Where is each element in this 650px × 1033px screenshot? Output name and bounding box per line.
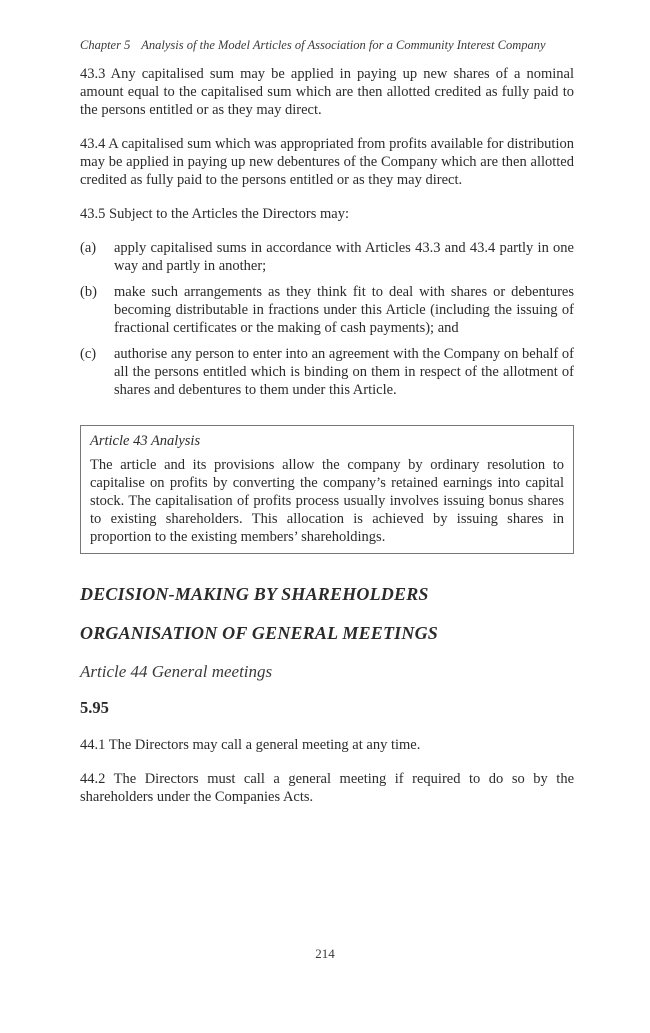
provision-list <box>80 239 574 399</box>
paragraph-44-1: 44.1 The Directors may call a general meeting at any time. <box>80 737 421 753</box>
page-content <box>80 38 574 822</box>
section-heading-organisation: ORGANISATION OF GENERAL MEETINGS <box>80 623 438 643</box>
list-text: apply capitalised sums in accordance with Articles 43.3 and 43.4 partly in one way and partly in another; <box>114 240 574 274</box>
paragraph-43-5: 43.5 Subject to the Articles the Directors may: <box>80 206 349 222</box>
analysis-body: The article and its provisions allow the company by ordinary resolution to capitalise on profits by converting the company’s retained earnings into capital stock. The capitalisation of profits process usually involves issuing bonus shares to existing shareholders. This allocation is achieved by issuing shares in proportion to the existing members’ shareholdings. <box>90 457 564 545</box>
paragraph-number: 5.95 <box>80 698 109 717</box>
list-marker: (c) <box>80 346 97 362</box>
analysis-box <box>80 425 574 554</box>
list-item <box>80 345 574 399</box>
chapter-label: Chapter 5 <box>80 38 131 52</box>
chapter-title: Analysis of the Model Articles of Association for a Community Interest Company <box>141 38 546 52</box>
list-marker: (b) <box>80 284 97 300</box>
list-text: authorise any person to enter into an agreement with the Company on behalf of all the persons entitled which is binding on them in respect of the allotment of shares and debentures to them under this Article. <box>114 346 574 398</box>
paragraph-43-3: 43.3 Any capitalised sum may be applied in paying up new shares of a nominal amount equal to the capitalised sum which are then allotted credited as fully paid to the persons entitled or as they may direct. <box>80 66 574 118</box>
section-heading-decision-making: DECISION-MAKING BY SHAREHOLDERS <box>80 584 429 604</box>
page-number: 214 <box>315 946 335 961</box>
article-heading: Article 44 General meetings <box>80 662 273 681</box>
analysis-title: Article 43 Analysis <box>90 433 201 449</box>
list-item <box>80 239 574 275</box>
paragraph-44-2: 44.2 The Directors must call a general meeting if required to do so by the shareholders under the Companies Acts. <box>80 771 574 805</box>
list-marker: (a) <box>80 240 97 256</box>
list-text: make such arrangements as they think fit to deal with shares or debentures becoming distributable in fractions under this Article (including the issuing of fractional certificates or the making of cash payments); and <box>114 284 574 336</box>
list-item <box>80 283 574 337</box>
paragraph-43-4: 43.4 A capitalised sum which was appropriated from profits available for distribution may be applied in paying up new debentures of the Company which are then allotted credited as fully paid to the persons entitled or as they may direct. <box>80 136 574 188</box>
running-header <box>80 38 574 53</box>
